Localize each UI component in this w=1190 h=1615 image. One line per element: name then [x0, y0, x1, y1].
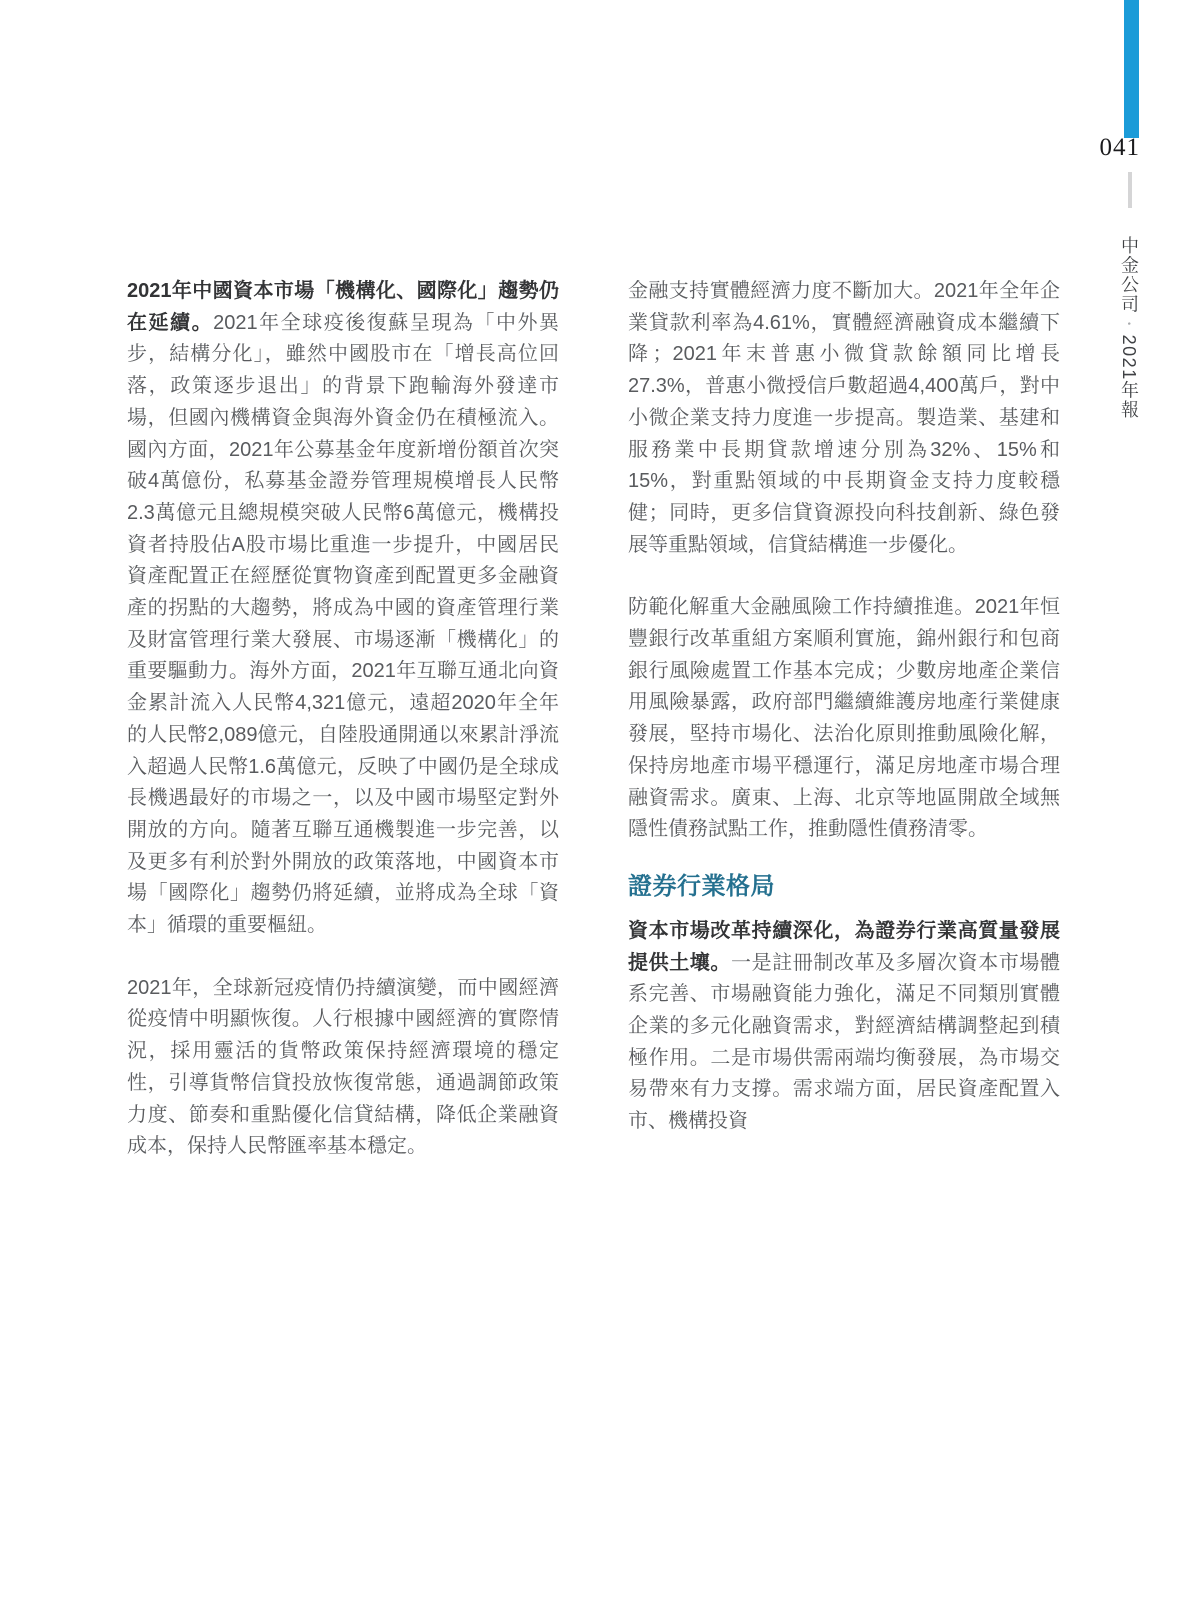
page-number-divider [1128, 172, 1132, 208]
side-caption [1116, 236, 1142, 420]
paragraph-text: 金融支持實體經濟力度不斷加大。2021年全年企業貸款利率為4.61%，實體經濟融資成本繼續下降；2021年末普惠小微貸款餘額同比增長27.3%，普惠小微授信戶數超過4,400萬戶，對中小微企業支持力度進一步提高。製造業、基建和服務業中長期貸款增速分別為32%、15%和15%，對重點領域的中長期資金支持力度較穩健；同時，更多信貸資源投向科技創新、綠色發展等重點領域，信貸結構進一步優化。 [628, 280, 1060, 556]
page-number: 041 [1099, 134, 1140, 161]
section-heading-securities-industry: 證券行業格局 [628, 872, 775, 900]
side-caption-report: 2021年報 [1119, 334, 1139, 420]
paragraph-text: 防範化解重大金融風險工作持續推進。2021年恒豐銀行改革重組方案順利實施，錦州銀行和包商銀行風險處置工作基本完成；少數房地產企業信用風險暴露，政府部門繼續維護房地產行業健康發展，堅持市場化、法治化原則推動風險化解，保持房地產市場平穩運行，滿足房地產市場合理融資需求。廣東、上海、北京等地區開啟全域無隱性債務試點工作，推動隱性債務清零。 [628, 596, 1060, 841]
right-column [628, 276, 1060, 1163]
paragraph-market-institutionalization [127, 276, 559, 942]
paragraph-financial-support [628, 276, 1060, 561]
paragraph-text: 2021年，全球新冠疫情仍持續演變，而中國經濟從疫情中明顯恢復。人行根據中國經濟的實際情況，採用靈活的貨幣政策保持經濟環境的穩定性，引導貨幣信貸投放恢復常態，通過調節政策力度、節奏和重點優化信貸結構，降低企業融資成本，保持人民幣匯率基本穩定。 [127, 976, 559, 1158]
content-columns [127, 276, 1060, 1163]
paragraph-lead-bold: 2021年中國資本市場「機構化、國際化」趨勢仍在延續。 [127, 280, 559, 334]
paragraph-text: 2021年全球疫後復蘇呈現為「中外異步，結構分化」，雖然中國股市在「增長高位回落，政策逐步退出」的背景下跑輸海外發達市場，但國內機構資金與海外資金仍在積極流入。國內方面，2021年公募基金年度新增份額首次突破4萬億份，私募基金證券管理規模增長人民幣2.3萬億元且總規模突破人民幣6萬億元，機構投資者持股佔A股市場比重進一步提升，中國居民資產配置正在經歷從實物資產到配置更多金融資產的拐點的大趨勢，將成為中國的資產管理行業及財富管理行業大發展、市場逐漸「機構化」的重要驅動力。海外方面，2021年互聯互通北向資金累計流入人民幣4,321億元，遠超2020年全年的人民幣2,089億元，自陸股通開通以來累計淨流入超過人民幣1.6萬億元，反映了中國仍是全球成長機遇最好的市場之一，以及中國市場堅定對外開放的方向。隨著互聯互通機製進一步完善，以及更多有利於對外開放的政策落地，中國資本市場「國際化」趨勢仍將延續，並將成為全球「資本」循環的重要樞紐。 [127, 311, 560, 937]
side-caption-company: 中金公司 [1119, 236, 1139, 314]
side-caption-bullet-icon: • [1124, 322, 1134, 327]
paragraph-lead-bold: 資本市場改革持續深化，為證券行業高質量發展提供土壤。 [628, 919, 1060, 974]
accent-bar [1124, 0, 1139, 138]
paragraph-risk-resolution [628, 592, 1060, 846]
paragraph-text: 一是註冊制改革及多層次資本市場體系完善、市場融資能力強化，滿足不同類別實體企業的多元化融資需求，對經濟結構調整起到積極作用。二是市場供需兩端均衡發展，為市場交易帶來有力支撐。需求端方面，居民資產配置入市、機構投資 [628, 951, 1060, 1133]
left-column [127, 276, 559, 1163]
paragraph-capital-market-reform [628, 916, 1060, 1138]
paragraph-monetary-policy [127, 973, 559, 1163]
